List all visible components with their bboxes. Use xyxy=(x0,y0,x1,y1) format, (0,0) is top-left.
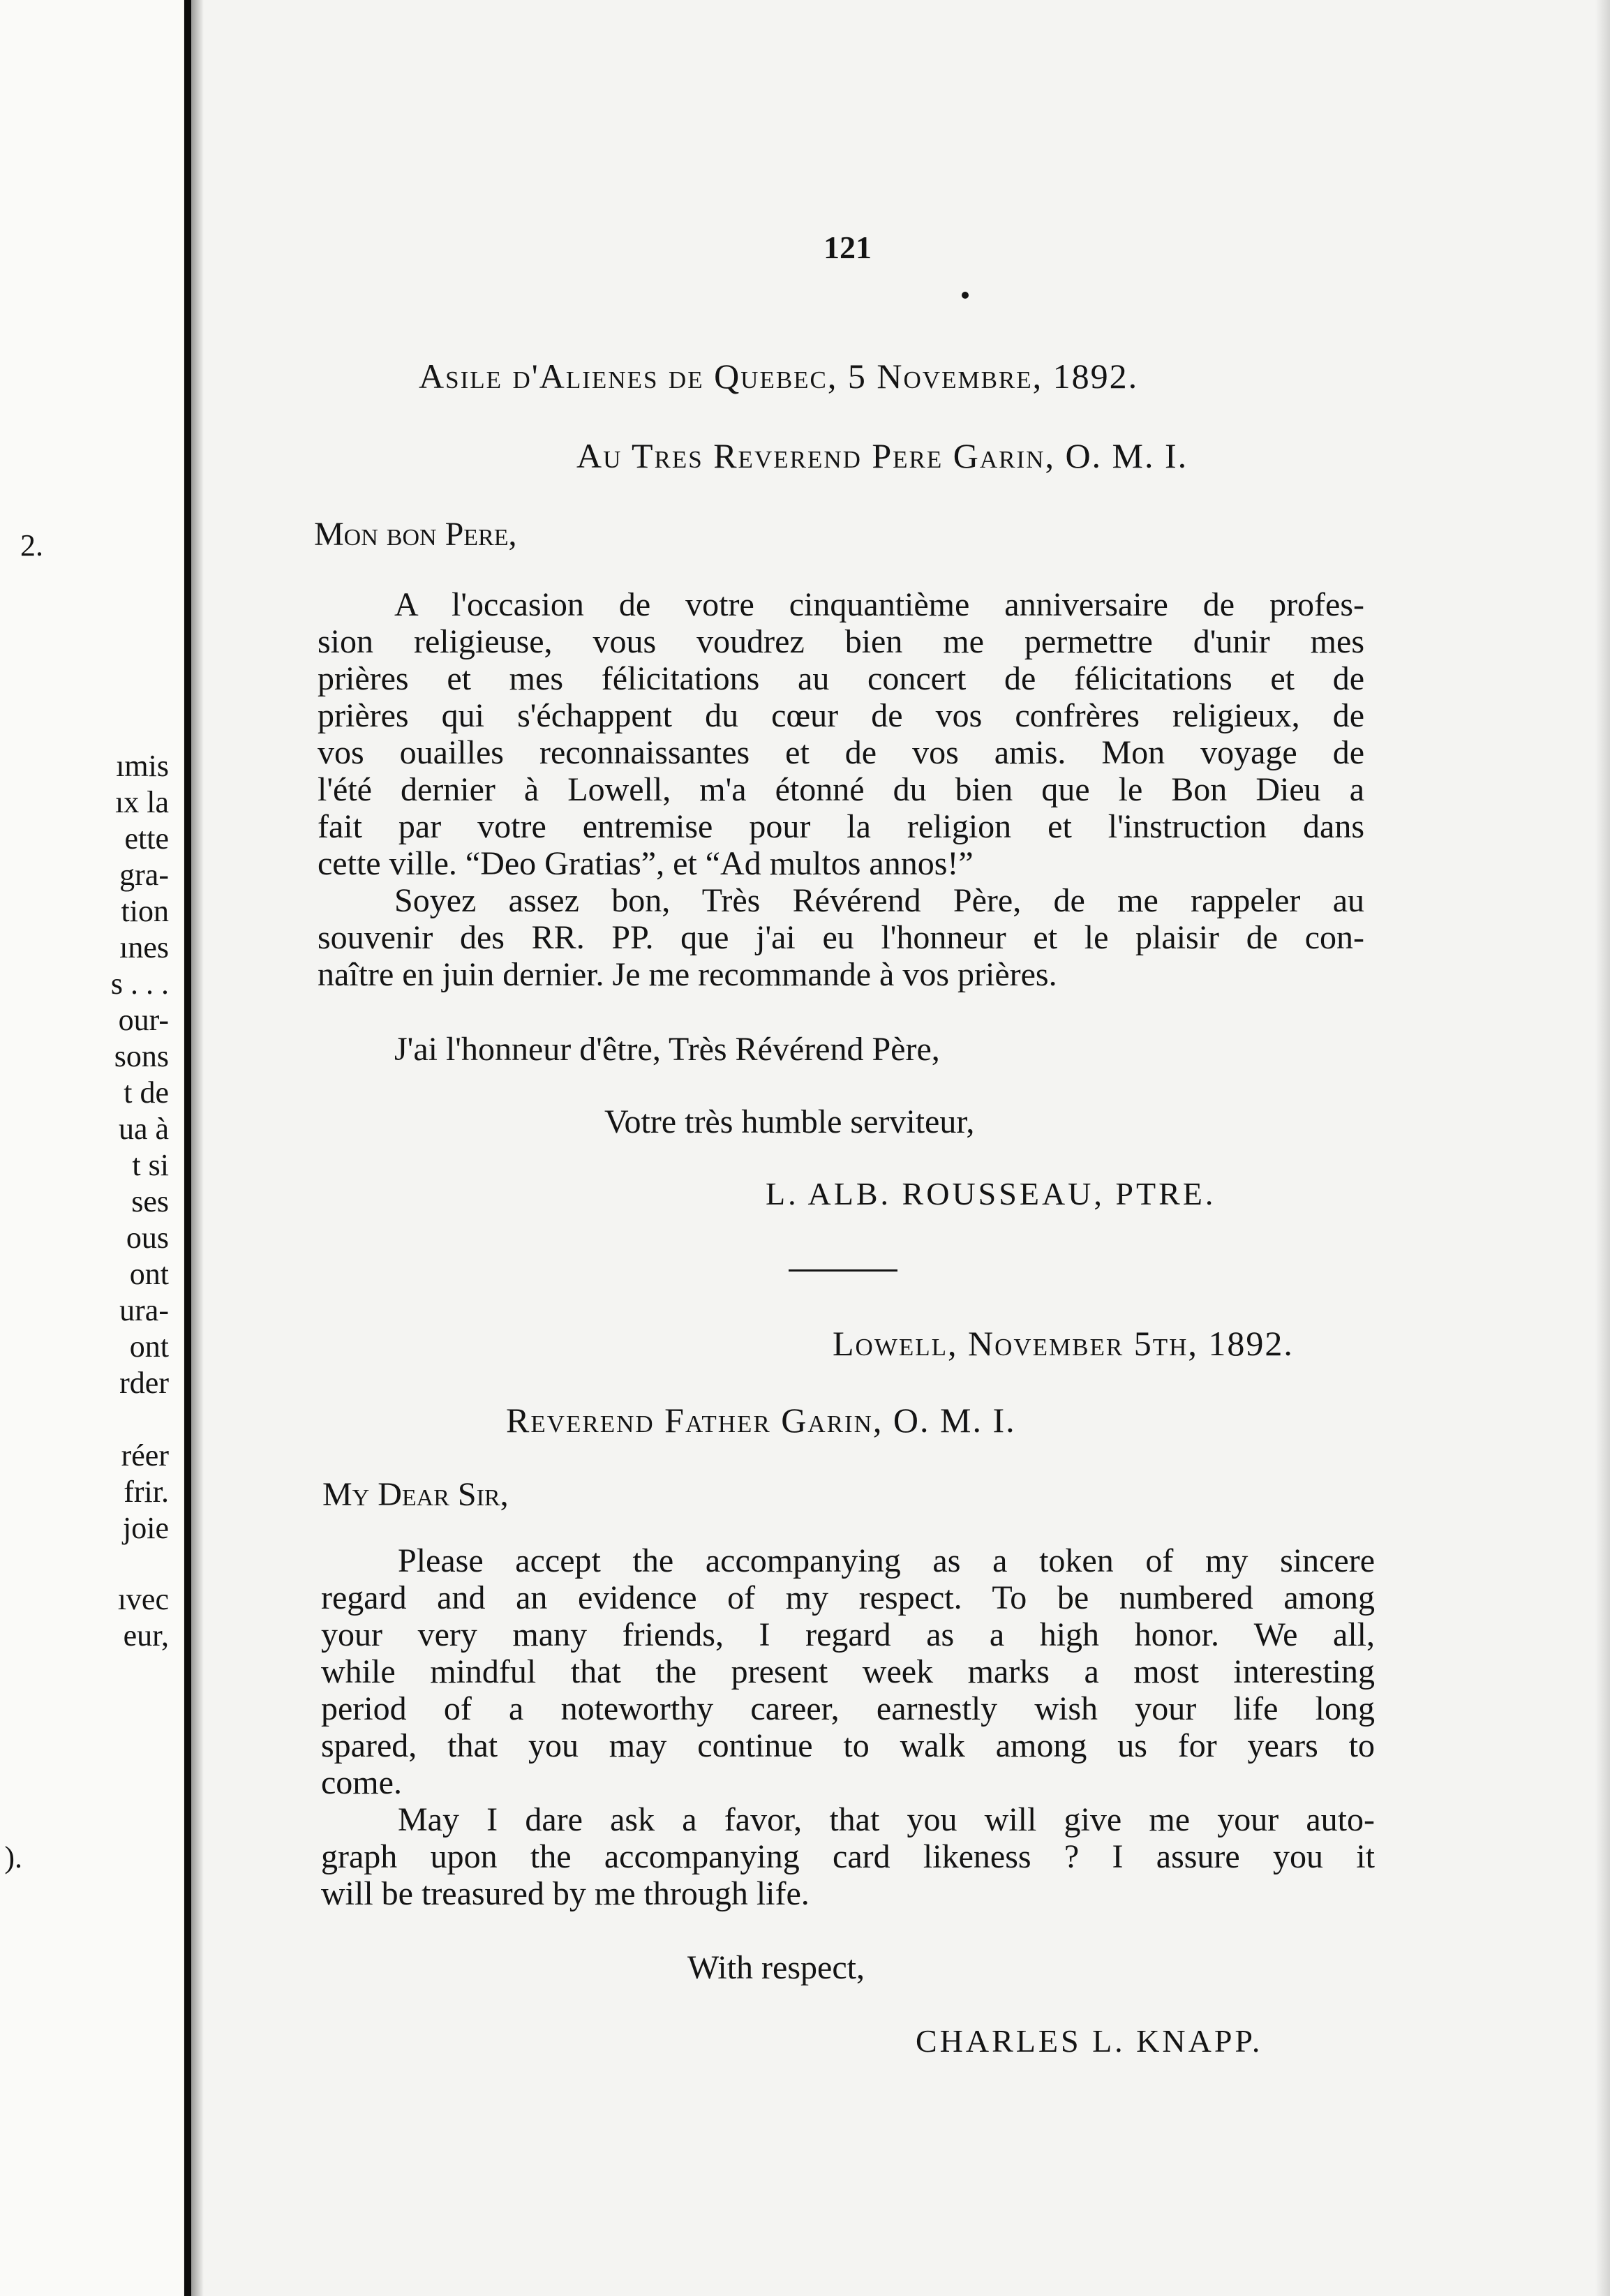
text-line: sion religieuse, vous voudrez bien me permettre d'unir mes xyxy=(318,623,1364,660)
facing-page-text: rder xyxy=(119,1366,169,1400)
text-line: will be treasured by me through life. xyxy=(321,1875,810,1912)
text-line: while mindful that the present week marks a most interesting xyxy=(321,1653,1375,1690)
text-line: period of a noteworthy career, earnestly wish your life long xyxy=(321,1690,1375,1727)
text-line: May I dare ask a favor, that you will give me your auto- xyxy=(398,1801,1375,1838)
facing-page-text: ont xyxy=(129,1257,169,1291)
letter2-closing: With respect, xyxy=(687,1949,865,1986)
letter1-salutation: Mon bon Pere, xyxy=(314,516,517,553)
text-line: come. xyxy=(321,1764,402,1801)
facing-page-text: s . . . xyxy=(110,967,169,1001)
facing-page-text: ses xyxy=(131,1184,169,1218)
text-line: fait par votre entremise pour la religion et l'instruction dans xyxy=(318,808,1364,845)
facing-page-text: 2. xyxy=(20,528,43,562)
facing-page-text: tion xyxy=(121,894,169,928)
letter1-place-date: Asile d'Alienes de Quebec, 5 Novembre, 1892. xyxy=(419,357,1139,396)
facing-page-text: joie xyxy=(123,1511,169,1545)
text-line: Please accept the accompanying as a token of my sincere xyxy=(398,1542,1375,1579)
text-line: vos ouailles reconnaissantes et de vos amis. Mon voyage de xyxy=(318,734,1364,771)
facing-page-text: ua à xyxy=(118,1112,169,1146)
letter2-signature: CHARLES L. KNAPP. xyxy=(916,2023,1263,2059)
page-number: 121 xyxy=(823,230,872,265)
text-line: spared, that you may continue to walk among us for years to xyxy=(321,1727,1375,1764)
section-divider xyxy=(789,1269,897,1272)
facing-page-text: our- xyxy=(118,1003,169,1037)
facing-page-text: gra- xyxy=(119,858,169,892)
letter1-signature: L. ALB. ROUSSEAU, PTRE. xyxy=(766,1176,1216,1212)
facing-page-text: eur, xyxy=(123,1618,169,1653)
facing-page-text: ınes xyxy=(119,930,169,964)
facing-page-text: t si xyxy=(132,1148,169,1182)
letter1-paragraph-2 xyxy=(318,882,1364,993)
text-line: prières et mes félicitations au concert de félicitations et de xyxy=(318,660,1364,697)
facing-page-text: frir. xyxy=(124,1475,169,1509)
facing-page-text: ). xyxy=(4,1840,22,1874)
letter2-paragraph-2 xyxy=(321,1801,1375,1912)
facing-page-text: t de xyxy=(124,1075,169,1110)
ink-speck xyxy=(962,292,969,299)
facing-page-text: ıvec xyxy=(117,1582,169,1616)
letter1-complimentary-close: Votre très humble serviteur, xyxy=(604,1103,975,1140)
letter2-addressee: Reverend Father Garin, O. M. I. xyxy=(506,1401,1016,1440)
facing-page-text: sons xyxy=(114,1039,169,1073)
text-line: Soyez assez bon, Très Révérend Père, de me rappeler au xyxy=(394,882,1364,919)
text-line: graph upon the accompanying card likeness ? I assure you it xyxy=(321,1838,1375,1875)
text-line: cette ville. “Deo Gratias”, et “Ad multos annos!” xyxy=(318,845,974,882)
facing-page-text: ura- xyxy=(119,1293,169,1327)
text-line: prières qui s'échappent du cœur de vos confrères religieux, de xyxy=(318,697,1364,734)
text-line: naître en juin dernier. Je me recommande à vos prières. xyxy=(318,956,1057,993)
facing-page-text: ıx la xyxy=(115,785,169,819)
text-line: l'été dernier à Lowell, m'a étonné du bien que le Bon Dieu a xyxy=(318,771,1364,808)
letter1-closing: J'ai l'honneur d'être, Très Révérend Père, xyxy=(394,1031,940,1068)
letter1-addressee: Au Tres Reverend Pere Garin, O. M. I. xyxy=(576,436,1188,475)
text-line: regard and an evidence of my respect. To be numbered among xyxy=(321,1579,1375,1616)
facing-page-text: réer xyxy=(121,1438,169,1473)
facing-page-text: ette xyxy=(124,821,169,856)
letter2-place-date: Lowell, November 5th, 1892. xyxy=(833,1324,1294,1363)
text-line: your very many friends, I regard as a high honor. We all, xyxy=(321,1616,1375,1653)
letter2-paragraph-1 xyxy=(321,1542,1375,1801)
text-line: A l'occasion de votre cinquantième anniversaire de profes- xyxy=(394,586,1364,623)
facing-page-text: ımis xyxy=(116,749,169,783)
facing-page-text: ont xyxy=(129,1329,169,1364)
letter1-paragraph-1 xyxy=(318,586,1364,882)
text-line: souvenir des RR. PP. que j'ai eu l'honneur et le plaisir de con- xyxy=(318,919,1364,956)
letter2-salutation: My Dear Sir, xyxy=(322,1476,509,1513)
facing-page-text: ous xyxy=(126,1221,169,1255)
